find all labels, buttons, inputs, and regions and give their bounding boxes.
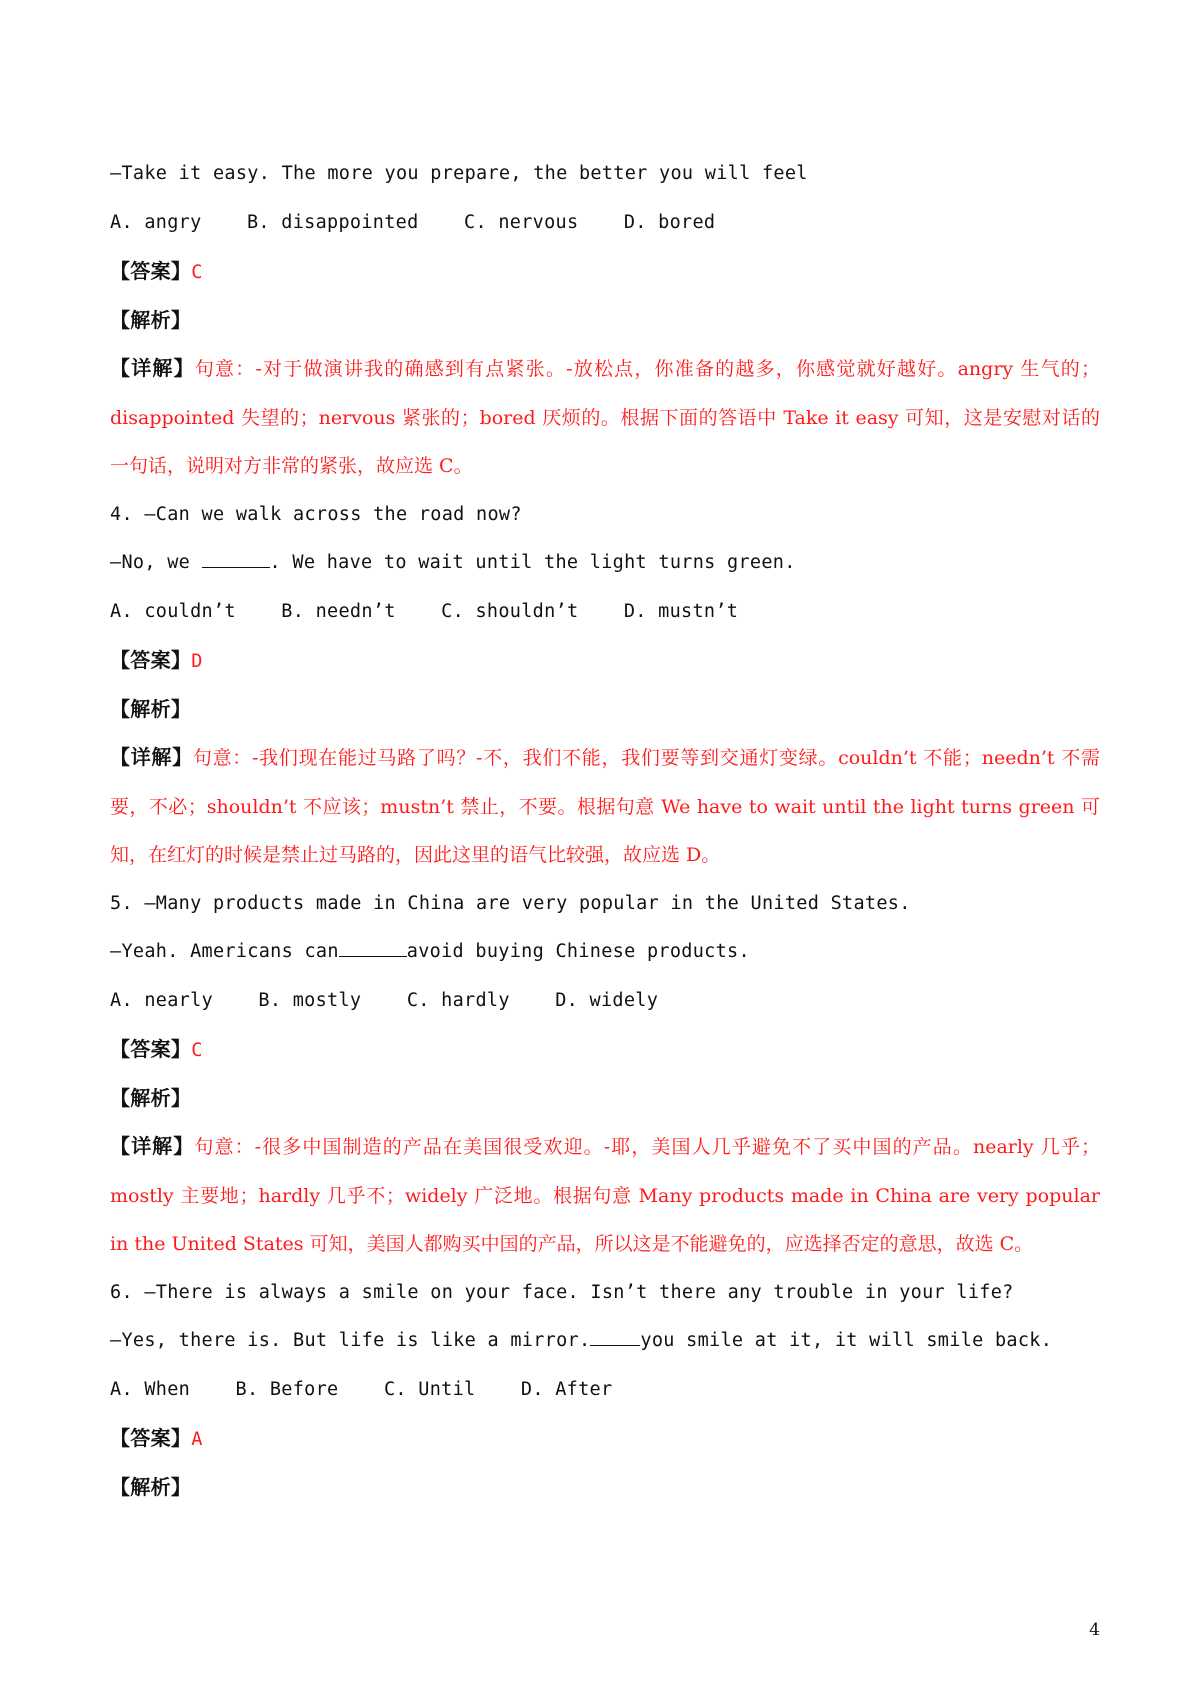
q4-answer-tag: 【答案】 — [110, 648, 192, 672]
q5-option-a: A. nearly — [110, 989, 213, 1011]
q4-option-d: D. mustn’t — [623, 600, 739, 622]
q4-answer-value: D — [191, 651, 203, 672]
q4-question: 4. —Can we walk across the road now? — [110, 503, 522, 525]
q5-analysis-tag: 【解析】 — [110, 1085, 192, 1110]
q4-detail-text: 句意：-我们现在能过马路了吗？-不，我们不能，我们要等到交通灯变绿。couldn’t 不能；needn’t 不需要，不必；shouldn’t 不应该；mustn’t 禁止，不要。根据句意 We have to wait until the light turns green 可知，在红灯的时候是禁止过马路的，因此这里的语气比较强，故应选 D。 — [110, 747, 1100, 866]
q5-detail-tag: 【详解】 — [110, 1134, 195, 1158]
q6-option-c: C. Until — [383, 1378, 476, 1400]
q4-reply-after: . We have to wait until the light turns green. — [269, 552, 796, 573]
q5-option-c: C. hardly — [406, 989, 510, 1011]
q5-option-b: B. mostly — [258, 989, 362, 1011]
q6-answer-tag: 【答案】 — [110, 1426, 192, 1450]
q3-answer-value: C — [191, 262, 203, 283]
q6-options — [110, 1366, 1100, 1415]
q3-analysis — [110, 296, 1100, 345]
q5-answer-value: C — [191, 1040, 203, 1061]
q5-option-d: D. widely — [555, 989, 659, 1011]
q3-answer-tag: 【答案】 — [110, 259, 192, 283]
q4-blank — [202, 549, 270, 568]
q6-blank — [590, 1327, 640, 1346]
q6-question: 6. —There is always a smile on your face. Isn’t there any trouble in your life? — [110, 1281, 1014, 1303]
q5-detail — [110, 1122, 1100, 1269]
q3-reply: —Take it easy. The more you prepare, the better you will feel — [110, 163, 808, 184]
q6-option-d: D. After — [520, 1378, 613, 1400]
q4-option-a: A. couldn’t — [110, 600, 236, 622]
q4-analysis — [110, 685, 1100, 734]
q6-answer-value: A — [191, 1429, 203, 1450]
q4-option-c: C. shouldn’t — [441, 600, 579, 622]
q5-answer — [110, 1025, 1100, 1074]
q5-reply-before: —Yeah. Americans can — [110, 941, 339, 962]
q6-option-b: B. Before — [235, 1378, 339, 1400]
q3-option-c: C. nervous — [464, 211, 579, 233]
q6-reply-after: you smile at it, it will smile back. — [640, 1330, 1053, 1351]
q5-reply — [110, 928, 1100, 977]
q3-option-b: B. disappointed — [246, 211, 419, 233]
q5-analysis — [110, 1074, 1100, 1123]
q4-option-b: B. needn’t — [281, 600, 396, 622]
q4-detail-tag: 【详解】 — [110, 745, 193, 769]
q6-option-a: A. When — [110, 1378, 191, 1400]
q5-detail-text: 句意：-很多中国制造的产品在美国很受欢迎。-耶，美国人几乎避免不了买中国的产品。nearly 几乎；mostly 主要地；hardly 几乎不；widely 广泛地。根据句意 Many products made in China are very popular in the United States 可知，美国人都购买中国的产品，所以这是不能避免的，应选择否定的意思，故选 C。 — [110, 1136, 1100, 1255]
q4-analysis-tag: 【解析】 — [110, 696, 192, 721]
q6-answer — [110, 1414, 1100, 1463]
q4-reply-before: —No, we — [110, 552, 202, 573]
q5-question: 5. —Many products made in China are very popular in the United States. — [110, 892, 911, 914]
page-number: 4 — [1089, 1620, 1100, 1640]
q4-detail — [110, 733, 1100, 880]
q4-options — [110, 588, 1100, 637]
q3-option-a: A. angry — [110, 211, 202, 233]
q3-analysis-tag: 【解析】 — [110, 307, 192, 332]
q3-option-d: D. bored — [623, 211, 716, 233]
q6-analysis-tag: 【解析】 — [110, 1474, 192, 1499]
q5-reply-after: avoid buying Chinese products. — [406, 941, 750, 962]
q3-detail-tag: 【详解】 — [110, 356, 195, 380]
q6-reply — [110, 1317, 1100, 1366]
q3-answer — [110, 247, 1100, 296]
q4-answer — [110, 636, 1100, 685]
q3-detail — [110, 344, 1100, 491]
q3-options — [110, 199, 1100, 248]
q6-reply-before: —Yes, there is. But life is like a mirror. — [110, 1330, 591, 1351]
q5-answer-tag: 【答案】 — [110, 1037, 192, 1061]
q4-reply — [110, 539, 1100, 588]
q5-options — [110, 977, 1100, 1026]
q5-blank — [339, 938, 407, 957]
q3-detail-text: 句意：-对于做演讲我的确感到有点紧张。-放松点，你准备的越多，你感觉就好越好。angry 生气的；disappointed 失望的；nervous 紧张的；bored 厌烦的。根据下面的答语中 Take it easy 可知，这是安慰对话的一句话，说明对方非常的紧张，故应选 C。 — [110, 358, 1101, 477]
q6-analysis — [110, 1463, 1100, 1512]
page-content — [110, 150, 1100, 1511]
